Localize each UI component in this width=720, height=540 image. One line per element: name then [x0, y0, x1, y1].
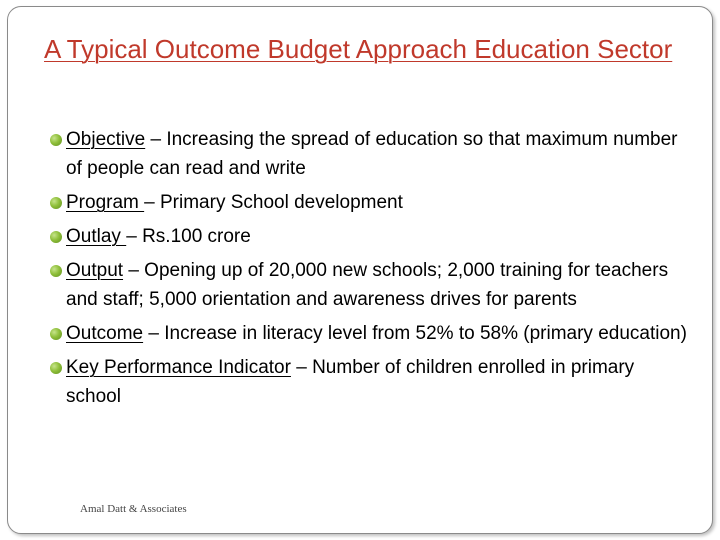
footer-credit: Amal Datt & Associates	[80, 503, 187, 515]
bullet-list	[50, 125, 690, 416]
bullet-text: Increase in literacy level from 52% to 58% (primary education)	[164, 323, 687, 344]
bullet-separator: –	[144, 192, 160, 213]
bullet-item-program	[50, 188, 690, 217]
bullet-separator: –	[145, 129, 167, 150]
bullet-separator: –	[123, 260, 145, 281]
bullet-text: Number of children enrolled in primary school	[66, 357, 635, 407]
bullet-separator: –	[126, 226, 143, 247]
bullet-term: Program	[66, 192, 145, 213]
bullet-term: Objective	[66, 129, 146, 150]
bullet-term: Outcome	[66, 323, 144, 344]
bullet-dot-icon	[50, 265, 62, 277]
bullet-term: Output	[66, 260, 124, 281]
bullet-item-output	[50, 256, 690, 314]
slide-title: A Typical Outcome Budget Approach Education Sector	[44, 34, 673, 64]
bullet-dot-icon	[50, 231, 62, 243]
bullet-text: Rs.100 crore	[142, 226, 251, 247]
bullet-item-kpi	[50, 353, 690, 411]
bullet-item-outcome	[50, 319, 690, 348]
bullet-dot-icon	[50, 362, 62, 374]
bullet-item-objective	[50, 125, 690, 183]
slide	[7, 6, 713, 534]
bullet-separator: –	[290, 357, 313, 378]
bullet-text: Opening up of 20,000 new schools; 2,000 training for teachers and staff; 5,000 orientation and awareness drives for parents	[66, 260, 669, 310]
bullet-text: Increasing the spread of education so that maximum number of people can read and write	[66, 129, 678, 179]
bullet-term: Key Performance Indicator	[66, 357, 291, 378]
bullet-dot-icon	[50, 197, 62, 209]
bullet-item-outlay	[50, 222, 690, 251]
bullet-term: Outlay	[66, 226, 127, 247]
bullet-dot-icon	[50, 328, 62, 340]
bullet-separator: –	[143, 323, 165, 344]
bullet-text: Primary School development	[160, 192, 403, 213]
bullet-dot-icon	[50, 134, 62, 146]
